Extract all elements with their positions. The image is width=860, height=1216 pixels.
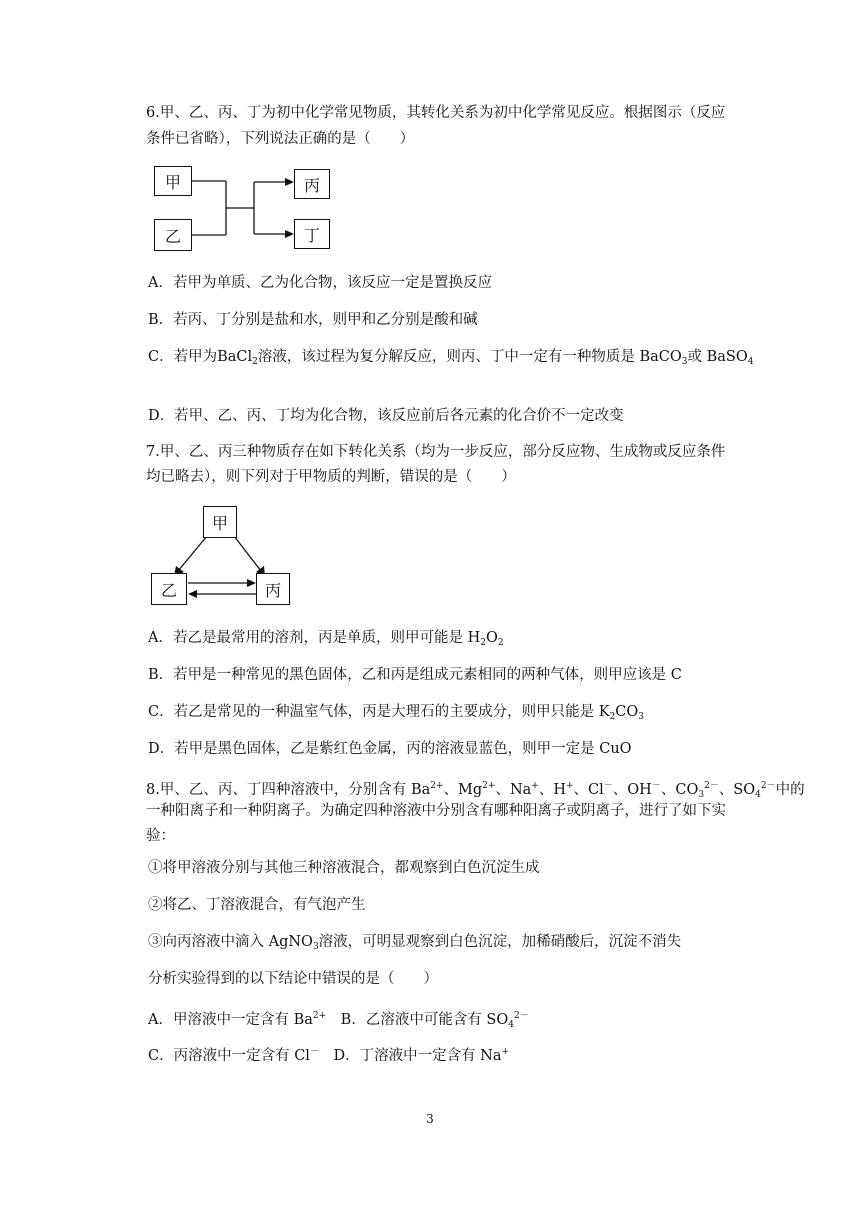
q8-step-3: ③向丙溶液中滴入 AgNO$_3$溶液，可明显观察到白色沉淀，加稀硝酸后，沉淀不消失 [148,934,682,952]
q8-step-1: ①将甲溶液分别与其他三种溶液混合，都观察到白色沉淀生成 [148,860,540,876]
q8-step-2: ②将乙、丁溶液混合，有气泡产生 [148,897,366,913]
q7-node-left: 乙 [151,573,187,605]
q6-option-a: A．若甲为单质、乙为化合物，该反应一定是置换反应 [148,275,492,291]
q8-stem-line3: 验： [146,828,175,844]
q8-stem-line2: 一种阳离子和一种阴离子。为确定四种溶液中分别含有哪种阳离子或阴离子，进行了如下实 [146,803,726,819]
q6-option-b: B．若丙、丁分别是盐和水，则甲和乙分别是酸和碱 [148,312,478,328]
q7-stem-line2: 均已略去），则下列对于甲物质的判断，错误的是（ ） [146,469,516,485]
q6-option-d: D．若甲、乙、丙、丁均为化合物，该反应前后各元素的化合价不一定改变 [148,408,624,424]
q7-option-b: B．若甲是一种常见的黑色固体，乙和丙是组成元素相同的两种气体，则甲应该是 C [148,667,682,683]
q7-node-right: 丙 [256,573,290,605]
q7-option-c: C．若乙是常见的一种温室气体，丙是大理石的主要成分，则甲只能是 $K_2CO_3$ [148,704,644,722]
q6-node-a: 甲 [154,166,192,196]
q8-ask: 分析实验得到的以下结论中错误的是（ ） [148,971,438,987]
q7-option-a: A．若乙是最常用的溶剂，丙是单质，则甲可能是 $H_2O_2$ [148,630,504,648]
q6-option-c: C．若甲为BaCl$_2$溶液，该过程为复分解反应，则丙、丁中一定有一种物质是 BaCO$_3$或 BaSO$_4$ [148,349,754,367]
q8-options-cd: C．丙溶液中一定含有 Cl－ D．丁溶液中一定含有 Na+ [148,1047,510,1064]
q6-stem-line1: 6.甲、乙、丙、丁为初中化学常见物质，其转化关系为初中化学常见反应。根据图示（反应 [146,105,726,121]
q7-stem-line1: 7.甲、乙、丙三种物质存在如下转化关系（均为一步反应，部分反应物、生成物或反应条件 [146,444,726,460]
q7-node-top: 甲 [203,506,237,538]
q8-stem-line1: 8.甲、乙、丙、丁四种溶液中，分别含有 $Ba^{2+}$、$Mg^{2+}$、Na+、H+、Cl－、OH－、$CO_3^{2-}$、$SO_4^{2-}$中的 [146,781,805,800]
q6-node-b: 乙 [154,219,192,251]
page-number: 3 [426,1112,434,1126]
q7-option-d: D．若甲是黑色固体，乙是紫红色金属，丙的溶液显蓝色，则甲一定是 CuO [148,741,632,757]
q6-stem-line2: 条件已省略），下列说法正确的是（ ） [146,131,415,147]
q8-options-ab: A．甲溶液中一定含有 $Ba^{2+}$ B．乙溶液中可能含有 $SO_4^{2-}$ [148,1011,529,1030]
q6-node-d: 丁 [294,219,330,249]
q6-node-c: 丙 [294,169,330,199]
